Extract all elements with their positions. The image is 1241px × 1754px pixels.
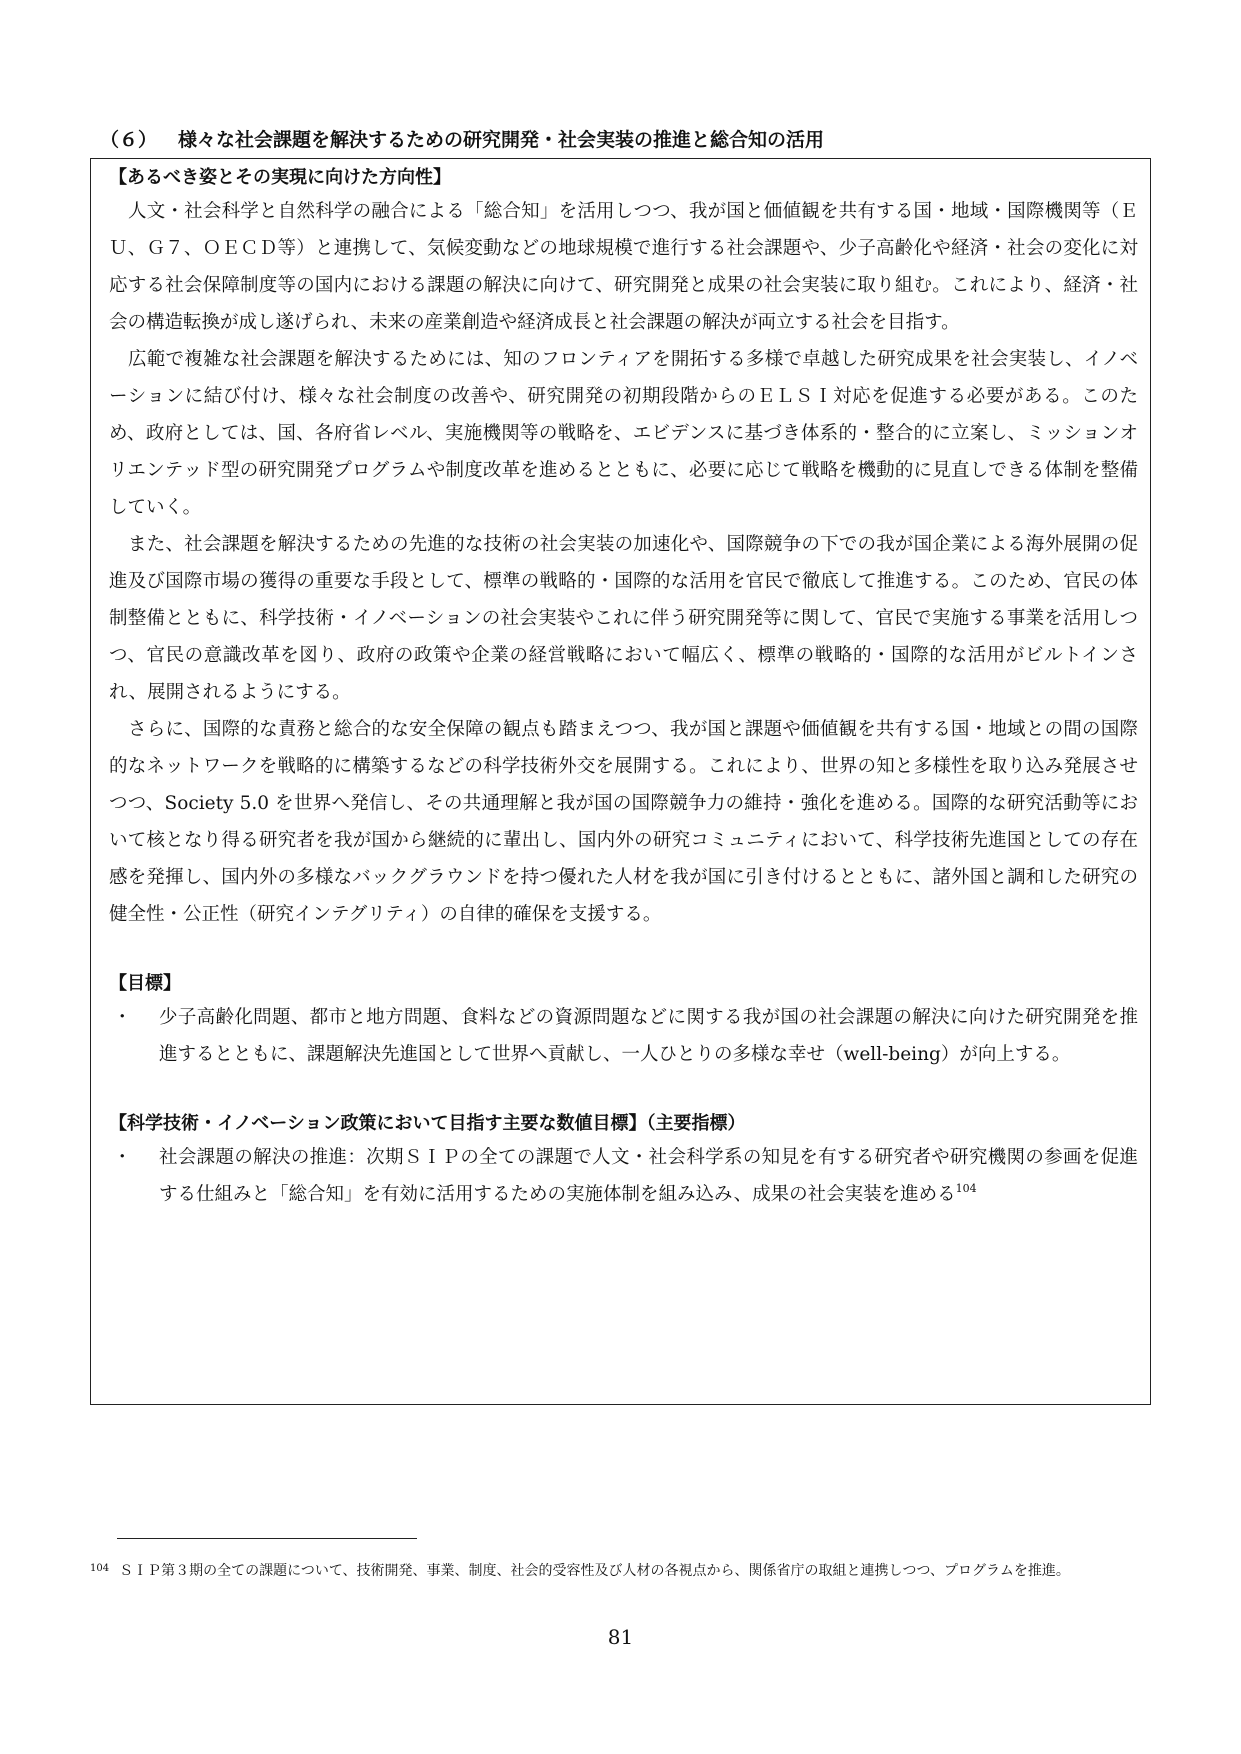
goal-bullet-text: 少子高齢化問題、都市と地方問題、食料などの資源問題などに関する我が国の社会課題の解決に向けた研究開発を推進するとともに、課題解決先進国として世界へ貢献し、一人ひとりの多様な幸せ（well-being）が向上する。 — [159, 1007, 1138, 1065]
content-box — [90, 158, 1151, 1405]
section-number: （６） — [100, 129, 158, 151]
indicator-heading: 【科学技術・イノベーション政策において目指す主要な数値目標】（主要指標） — [109, 1113, 746, 1134]
section-title: 様々な社会課題を解決するための研究開発・社会実装の推進と総合知の活用 — [178, 129, 825, 151]
bullet-mark: ・ — [113, 1147, 132, 1168]
footnote-number: 104 — [90, 1563, 110, 1574]
footnote — [90, 1555, 1150, 1585]
goal-bullet — [109, 999, 1138, 1073]
indicator-bullet-text-wrap — [159, 1139, 1138, 1213]
footnote-text: ＳＩＰ第３期の全ての課題について、技術開発、事業、制度、社会的受容性及び人材の各視点から、関係省庁の取組と連携しつつ、プログラムを推進。 — [119, 1563, 1070, 1579]
footnote-divider — [117, 1538, 417, 1539]
vision-heading: 【あるべき姿とその実現に向けた方向性】 — [109, 167, 451, 188]
indicator-bullet-text: 社会課題の解決の推進：次期ＳＩＰの全ての課題で人文・社会科学系の知見を有する研究者や研究機関の参画を促進する仕組みと「総合知」を有効に活用するための実施体制を組み込み、成果の社会実装を進める — [159, 1147, 1138, 1205]
vision-paragraph-3: また、社会課題を解決するための先進的な技術の社会実装の加速化や、国際競争の下での我が国企業による海外展開の促進及び国際市場の獲得の重要な手段として、標準の戦略的・国際的な活用を官民で徹底して推進する。このため、官民の体制整備とともに、科学技術・イノベーションの社会実装やこれに伴う研究開発等に関して、官民で実施する事業を活用しつつ、官民の意識改革を図り、政府の政策や企業の経営戦略において幅広く、標準の戦略的・国際的な活用がビルトインされ、展開されるようにする。 — [109, 534, 1138, 703]
vision-paragraph-1: 人文・社会科学と自然科学の融合による「総合知」を活用しつつ、我が国と価値観を共有する国・地域・国際機関等（ＥＵ、Ｇ７、ＯＥＣＤ等）と連携して、気候変動などの地球規模で進行する社会課題や、少子高齢化や経済・社会の変化に対応する社会保障制度等の国内における課題の解決に向けて、研究開発と成果の社会実装に取り組む。これにより、経済・社会の構造転換が成し遂げられ、未来の産業創造や経済成長と社会課題の解決が両立する社会を目指す。 — [109, 201, 1138, 333]
bullet-mark: ・ — [113, 1007, 132, 1028]
vision-paragraph-2: 広範で複雑な社会課題を解決するためには、知のフロンティアを開拓する多様で卓越した研究成果を社会実装し、イノベーションに結び付け、様々な社会制度の改善や、研究開発の初期段階からのＥＬＳＩ対応を促進する必要がある。このため、政府としては、国、各府省レベル、実施機関等の戦略を、エビデンスに基づき体系的・整合的に立案し、ミッションオリエンテッド型の研究開発プログラムや制度改革を進めるとともに、必要に応じて戦略を機動的に見直しできる体制を整備していく。 — [109, 349, 1138, 518]
vision-paragraph-4: さらに、国際的な責務と総合的な安全保障の観点も踏まえつつ、我が国と課題や価値観を共有する国・地域との間の国際的なネットワークを戦略的に構築するなどの科学技術外交を展開する。これにより、世界の知と多様性を取り込み発展させつつ、Society 5.0 を世界へ発信し、その共通理解と我が国の国際競争力の維持・強化を進める。国際的な研究活動等において核となり得る研究者を我が国から継続的に輩出し、国内外の研究コミュニティにおいて、科学技術先進国としての存在感を発揮し、国内外の多様なバックグラウンドを持つ優れた人材を我が国に引き付けるとともに、諸外国と調和した研究の健全性・公正性（研究インテグリティ）の自律的確保を支援する。 — [109, 719, 1138, 925]
goal-heading: 【目標】 — [109, 973, 181, 994]
indicator-bullet — [109, 1139, 1138, 1213]
page-number: 81 — [607, 1625, 634, 1649]
section-heading — [100, 127, 1160, 153]
footnote-reference[interactable]: 104 — [955, 1182, 977, 1195]
